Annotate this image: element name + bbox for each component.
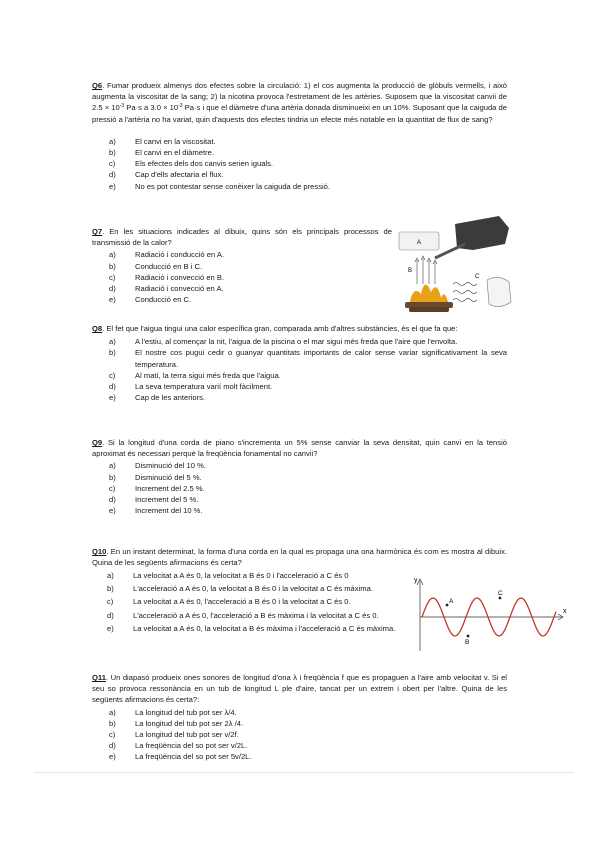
point-a-label: A: [449, 598, 454, 605]
answer-option: d) L'acceleració a A és 0, l'acceleració a B és màxima i la velocitat a C és 0.: [107, 610, 379, 620]
answer-option: a) Radiació i conducció en A.: [109, 250, 225, 260]
answer-option: b) L'acceleració a A és 0, la velocitat a B és 0 i la velocitat a C és màxima.: [107, 584, 373, 594]
figure-label-a: A: [417, 240, 422, 246]
answer-option: a) A l'estiu, al començar la nit, l'aigua de la piscina o el mar sigui més freda que l'aire que l'envolta.: [109, 337, 458, 347]
answer-option: b) Disminució del 5 %.: [109, 472, 202, 482]
wave-figure: [410, 573, 570, 653]
question-9: [92, 437, 507, 516]
y-axis-label: y: [414, 577, 418, 584]
answer-option: e) Conducció en C.: [109, 295, 192, 305]
answer-option: c) Al matí, la terra sigui més freda que l'aigua.: [109, 370, 281, 380]
hand-icon: [487, 277, 511, 306]
answer-list: [92, 336, 507, 403]
answer-list: [92, 249, 392, 305]
answer-option: a) Disminució del 10 %.: [109, 461, 206, 471]
x-axis-label: x: [563, 608, 567, 615]
question-7: [92, 226, 392, 305]
point-c-label: C: [498, 590, 503, 597]
convection-arrows: [415, 256, 437, 284]
question-11: [92, 672, 507, 763]
footer-divider: [34, 772, 574, 773]
question-number: Q6: [92, 81, 103, 90]
answer-option: a) El canvi en la viscositat.: [109, 136, 216, 146]
heat-transfer-figure: [395, 214, 515, 314]
question-10-options: [90, 570, 408, 634]
answer-option: e) No es pot contestar sense conèixer la caiguda de pressió.: [109, 181, 331, 191]
question-number: Q8: [92, 324, 103, 333]
point-b-label: B: [465, 639, 470, 646]
question-number: Q9: [92, 438, 103, 447]
answer-option: e) Cap de les anteriors.: [109, 393, 206, 403]
question-number: Q7: [92, 227, 103, 236]
answer-option: a) La velocitat a A és 0, la velocitat a B és 0 i l'acceleració a C és 0: [107, 571, 349, 580]
answer-option: b) La longitud del tub pot ser 2λ /4.: [109, 718, 244, 728]
point-a: [446, 604, 449, 607]
question-10: [92, 546, 507, 568]
question-9-stem: Q9. Si la longitud d'una corda de piano s'incrementa un 5% sense canviar la seva densitat, quin canvi en la tensió aproximat és necessari perquè la freqüència fonamental no canvii?: [92, 438, 507, 459]
log: [409, 307, 449, 312]
question-8: [92, 323, 507, 403]
answer-list: [90, 570, 408, 634]
point-b: [467, 635, 470, 638]
answer-option: d) Cap d'ells afectaria el flux.: [109, 170, 224, 180]
answer-option: b) El canvi en el diàmetre.: [109, 148, 214, 158]
answer-option: c) Radiació i convecció en B.: [109, 272, 225, 282]
answer-option: d) Radiació i convecció en A.: [109, 284, 224, 294]
answer-option: c) Els efectes dels dos canvis serien iguals.: [109, 159, 274, 169]
answer-option: d) La seva temperatura varií molt fàcilment.: [109, 382, 273, 392]
question-7-stem: Q7. En les situacions indicades al dibuix, quins són els principals processos de transmissió de la calor?: [92, 227, 392, 248]
answer-option: a) La longitud del tub pot ser λ/4.: [109, 707, 237, 717]
answer-option: c) La velocitat a A és 0, l'acceleració a B és 0 i la velocitat a C és 0.: [107, 597, 351, 607]
answer-list: [92, 136, 507, 192]
answer-option: e) La velocitat a A és 0, la velocitat a B és màxima i l'acceleració a C és màxima.: [107, 623, 396, 633]
answer-option: d) Increment del 5 %.: [109, 495, 199, 505]
figure-label-b: B: [408, 268, 413, 274]
question-6: [92, 80, 507, 192]
question-11-stem: Q11. Un diapasó produeix ones sonores de longitud d'ona λ i freqüència f que es propaguen a l'aire amb velocitat v. Si el seu so provoca ressonància en un tub de longitud L ple d'aire, tancat per un extrem i obert per l'altre. Quina de les següents afirmacions és certa?:: [92, 673, 507, 705]
answer-list: [92, 460, 507, 516]
point-c: [499, 597, 502, 600]
question-10-stem: Q10. En un instant determinat, la forma d'una corda en la qual es propaga una ona harmònica és com es mostra al dibuix. Quina de les següents afirmacions és certa?: [92, 547, 507, 568]
answer-option: e) La freqüència del so pot ser 5v/2L.: [109, 752, 252, 762]
question-number: Q11: [92, 673, 106, 682]
answer-list: [92, 707, 507, 763]
answer-option: c) La longitud del tub pot ser v/2f.: [109, 730, 239, 740]
answer-option: b) Conducció en B i C.: [109, 261, 203, 271]
question-number: Q10: [92, 547, 107, 556]
answer-option: c) Increment del 2.5 %.: [109, 483, 205, 493]
radiation-waves: [453, 283, 477, 302]
answer-option: b) El nostre cos pugui cedir o guanyar quantitats importants de calor sense variar significativament la seva temperatura.: [109, 348, 507, 369]
question-6-stem: Q6. Fumar produeix almenys dos efectes sobre la circulació: 1) el cos augmenta la producció de glòbuls vermells, i això augmenta la viscositat de la sang; 2) la nicotina provoca l'estretament de les artèries. Suposem que la viscositat canvii de $2.5 \times 10^{-3}$ Pa·s a $3.0 \times 10^{-3}$ Pa·s i que el diàmetre d'una artèria donada disminueixi en un 10%. Suposant que la caiguda de pressió a l'artèria no ha variat, quin d'aquests dos efectes tindria un efecte més notable en la quantitat de flux de sang?: [92, 81, 507, 124]
answer-option: e) Increment del 10 %.: [109, 506, 203, 516]
metal-rod: [435, 244, 465, 258]
answer-option: d) La freqüència del so pot ser v/2L.: [109, 741, 248, 751]
question-8-stem: Q8. El fet que l'aigua tingui una calor específica gran, comparada amb d'altres substàncies, és el que fa que:: [92, 324, 458, 333]
figure-label-c: C: [475, 274, 480, 280]
